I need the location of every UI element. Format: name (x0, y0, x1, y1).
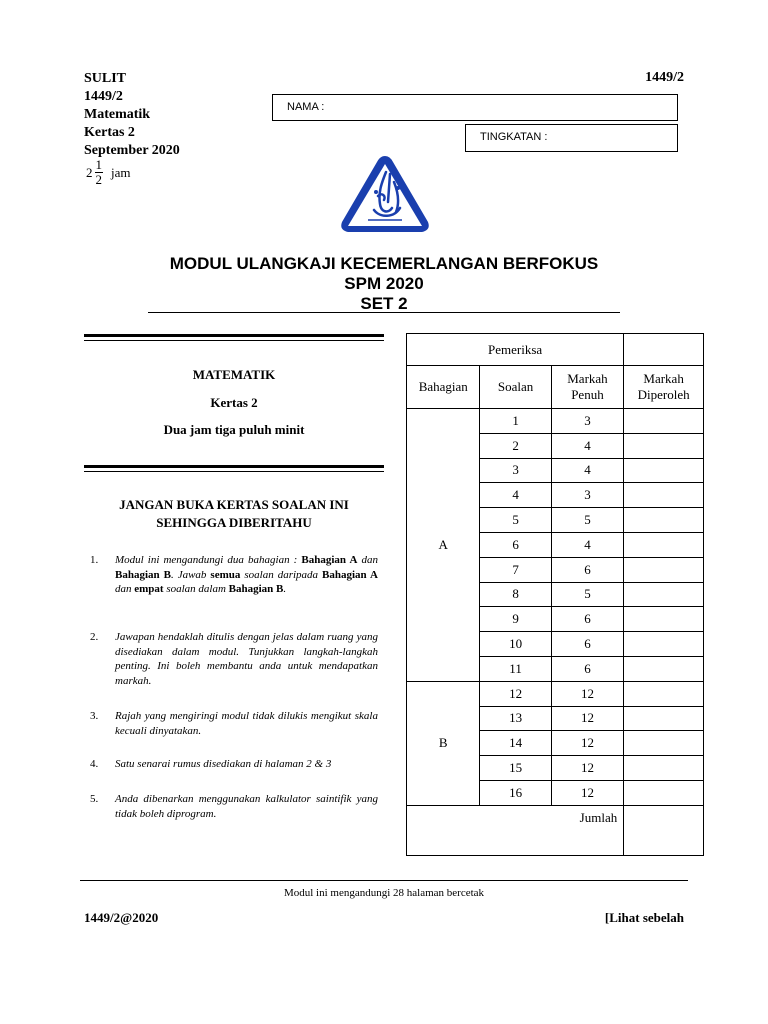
header-bahagian: Bahagian (407, 366, 480, 409)
score-cell[interactable] (624, 433, 704, 458)
question-number: 1 (480, 409, 551, 434)
score-cell[interactable] (624, 582, 704, 607)
footer-note: Modul ini mengandungi 28 halaman bercetak (283, 887, 485, 899)
score-cell[interactable] (624, 731, 704, 756)
school-logo (338, 152, 432, 236)
full-marks: 5 (551, 508, 624, 533)
warning-heading (84, 496, 384, 532)
question-number: 15 (480, 756, 551, 781)
header-line-paper: Kertas 2 (84, 125, 135, 140)
title-line-3: SET 2 (360, 294, 408, 313)
top-double-rule (84, 334, 384, 341)
header-markah-penuh: Markah Penuh (551, 366, 624, 409)
instruction-number: 5. (90, 793, 99, 805)
warning-line-1: JANGAN BUKA KERTAS SOALAN INI (119, 497, 349, 512)
header-line-date: September 2020 (84, 143, 180, 158)
instruction-number: 3. (90, 710, 99, 722)
full-marks: 6 (551, 656, 624, 681)
header-line-subject: Matematik (84, 107, 151, 122)
header-soalan: Soalan (480, 366, 551, 409)
instruction-text: Modul ini mengandungi dua bahagian : Bahagian A dan Bahagian B. Jawab semua soalan daripada Bahagian A dan empat soalan dalam Bahagian B. (115, 554, 379, 595)
middle-double-rule (84, 465, 384, 472)
duration-denominator: 2 (95, 172, 102, 187)
warning-line-2: SEHINGGA DIBERITAHU (156, 515, 312, 530)
question-number: 14 (480, 731, 551, 756)
jumlah-score-cell[interactable] (624, 805, 704, 855)
question-number: 9 (480, 607, 551, 632)
score-cell[interactable] (624, 656, 704, 681)
instruction-2 (90, 630, 378, 688)
duration-whole: 2 (86, 164, 93, 180)
instruction-5 (90, 792, 378, 821)
score-cell[interactable] (624, 409, 704, 434)
subject-name: MATEMATIK (192, 367, 276, 382)
score-cell[interactable] (624, 632, 704, 657)
instruction-text: Rajah yang mengiringi modul tidak dilukis mengikut skala kecuali dinyatakan. (115, 710, 378, 737)
header-code-right: 1449/2 (645, 70, 684, 85)
full-marks: 4 (551, 532, 624, 557)
instruction-4 (90, 757, 378, 772)
question-number: 3 (480, 458, 551, 483)
question-number: 2 (480, 433, 551, 458)
instruction-number: 4. (90, 758, 99, 770)
instruction-text: Jawapan hendaklah ditulis dengan jelas dalam ruang yang disediakan dalam modul. Tunjukkan langkah-langkah penting. Ini boleh membantu anda untuk mendapatkan markah. (115, 631, 378, 687)
duration-numerator: 1 (95, 157, 102, 172)
subject-time: Dua jam tiga puluh minit (163, 422, 305, 437)
section-label: A (407, 409, 480, 682)
question-number: 5 (480, 508, 551, 533)
pemeriksa-header: Pemeriksa (407, 334, 624, 366)
nama-field[interactable] (272, 94, 678, 121)
tingkatan-label: TINGKATAN : (480, 131, 548, 143)
full-marks: 4 (551, 433, 624, 458)
instruction-text: Anda dibenarkan menggunakan kalkulator saintifik yang tidak boleh diprogram. (115, 793, 378, 820)
instruction-3 (90, 709, 378, 738)
header-info (84, 70, 180, 160)
full-marks: 6 (551, 607, 624, 632)
tingkatan-field[interactable] (465, 124, 678, 152)
question-number: 4 (480, 483, 551, 508)
score-cell[interactable] (624, 557, 704, 582)
score-cell[interactable] (624, 508, 704, 533)
instruction-1 (90, 553, 378, 597)
score-cell[interactable] (624, 706, 704, 731)
instruction-number: 2. (90, 631, 99, 643)
full-marks: 12 (551, 681, 624, 706)
footer-next-page: [Lihat sebelah (604, 910, 684, 925)
full-marks: 3 (551, 483, 624, 508)
question-number: 13 (480, 706, 551, 731)
full-marks: 12 (551, 731, 624, 756)
table-row (407, 681, 704, 706)
score-cell[interactable] (624, 532, 704, 557)
section-label: B (407, 681, 480, 805)
title-divider (148, 312, 620, 313)
table-row (407, 409, 704, 434)
full-marks: 12 (551, 756, 624, 781)
examiner-table (406, 333, 704, 856)
full-marks: 4 (551, 458, 624, 483)
jumlah-label: Jumlah (480, 805, 624, 855)
subject-paper: Kertas 2 (210, 395, 258, 410)
nama-label: NAMA : (287, 101, 325, 113)
full-marks: 3 (551, 409, 624, 434)
duration-fraction (95, 158, 104, 187)
score-cell[interactable] (624, 607, 704, 632)
jumlah-blank (407, 805, 480, 855)
score-cell[interactable] (624, 458, 704, 483)
score-cell[interactable] (624, 756, 704, 781)
pemeriksa-blank (624, 334, 704, 366)
score-cell[interactable] (624, 483, 704, 508)
full-marks: 5 (551, 582, 624, 607)
footer-code: 1449/2@2020 (84, 910, 159, 925)
full-marks: 12 (551, 706, 624, 731)
header-line-code: 1449/2 (84, 89, 123, 104)
score-cell[interactable] (624, 681, 704, 706)
title-line-2: SPM 2020 (344, 274, 424, 293)
instruction-number: 1. (90, 554, 99, 566)
question-number: 16 (480, 780, 551, 805)
logo-triangle-icon (338, 152, 432, 236)
instruction-text: Satu senarai rumus disediakan di halaman 2 & 3 (115, 758, 332, 770)
question-number: 11 (480, 656, 551, 681)
question-number: 10 (480, 632, 551, 657)
question-number: 12 (480, 681, 551, 706)
footer-divider (80, 880, 688, 881)
duration-unit: jam (111, 164, 131, 180)
question-number: 7 (480, 557, 551, 582)
score-cell[interactable] (624, 780, 704, 805)
header-line-sulit: SULIT (84, 71, 127, 86)
question-number: 8 (480, 582, 551, 607)
title-line-1: MODUL ULANGKAJI KECEMERLANGAN BERFOKUS (169, 254, 599, 273)
duration (86, 158, 131, 187)
full-marks: 12 (551, 780, 624, 805)
question-number: 6 (480, 532, 551, 557)
header-markah-diperoleh: Markah Diperoleh (624, 366, 704, 409)
full-marks: 6 (551, 632, 624, 657)
full-marks: 6 (551, 557, 624, 582)
